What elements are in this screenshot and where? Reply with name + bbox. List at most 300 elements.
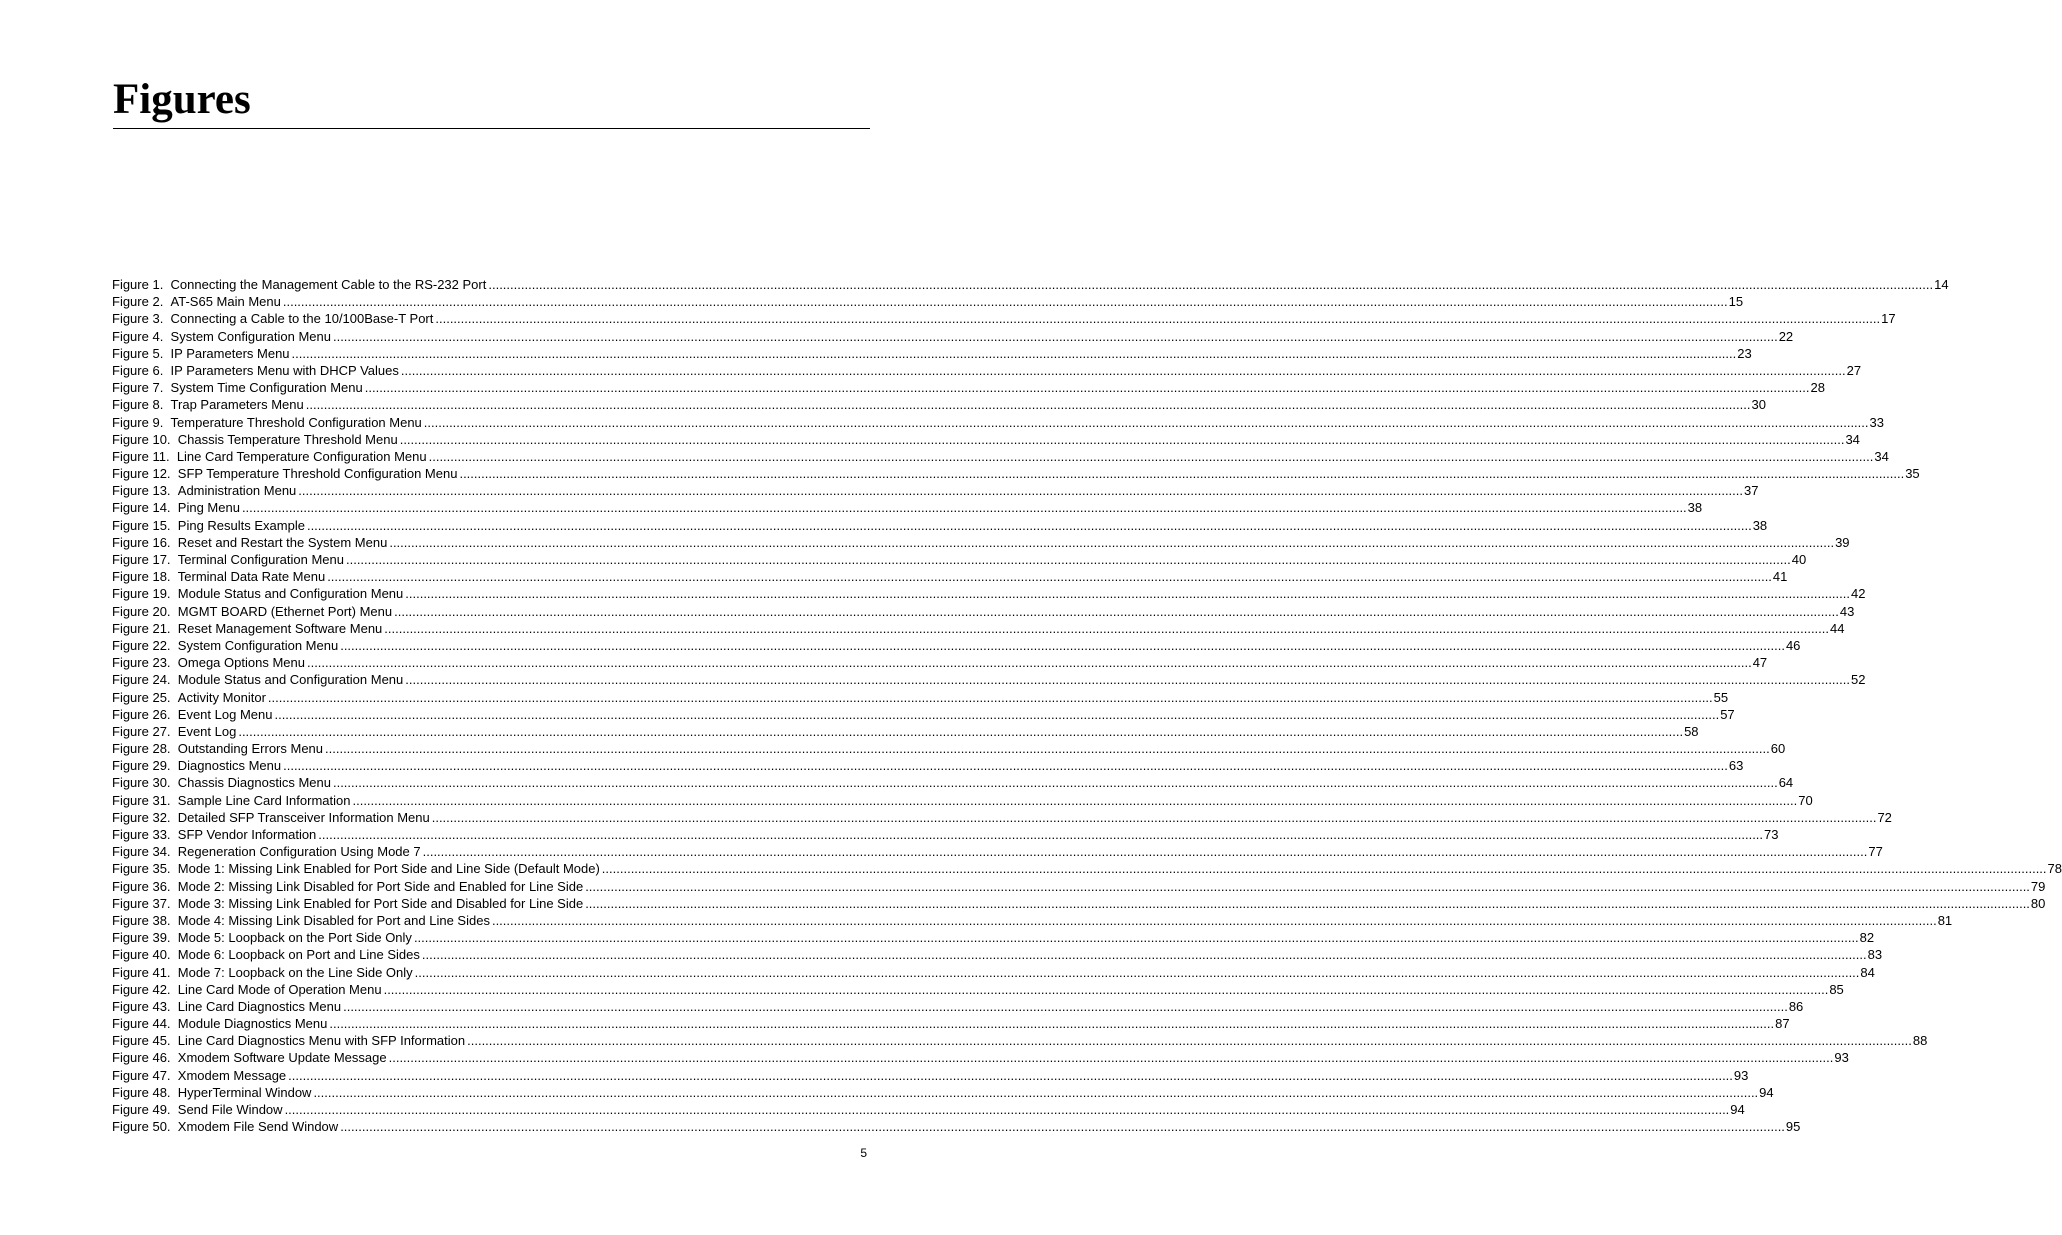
figure-title: System Configuration Menu xyxy=(177,637,339,653)
figure-number: Figure 45. xyxy=(112,1033,171,1049)
figure-number: Figure 48. xyxy=(112,1084,171,1100)
figure-number: Figure 50. xyxy=(112,1119,171,1135)
separator-space xyxy=(171,740,178,757)
figure-number: Figure 22. xyxy=(112,637,171,653)
figure-entry[interactable] xyxy=(112,276,1949,293)
figure-number: Figure 40. xyxy=(112,947,171,963)
dot-leader: ................................................................................................................................................................................................................................................................................................................................................................................................................ xyxy=(414,964,1860,980)
dot-leader: ................................................................................................................................................................................................................................................................................................................................................................................................................ xyxy=(267,689,1713,705)
figure-title: Reset and Restart the System Menu xyxy=(177,534,388,550)
figure-title: Line Card Diagnostics Menu with SFP Information xyxy=(177,1033,466,1049)
separator-space xyxy=(171,895,178,912)
figure-number: Figure 5. xyxy=(112,345,164,361)
dot-leader: ................................................................................................................................................................................................................................................................................................................................................................................................................ xyxy=(428,448,1874,464)
figure-number: Figure 10. xyxy=(112,431,171,447)
dot-leader: ................................................................................................................................................................................................................................................................................................................................................................................................................ xyxy=(585,895,2030,911)
figure-title: Chassis Temperature Threshold Menu xyxy=(177,431,398,447)
figure-page-number: 79 xyxy=(2030,878,2046,894)
dot-leader: ................................................................................................................................................................................................................................................................................................................................................................................................................ xyxy=(238,723,1684,739)
figure-page-number: 34 xyxy=(1845,431,1860,447)
figure-entry[interactable] xyxy=(112,912,1953,929)
figure-title: Ping Results Example xyxy=(177,517,305,533)
figure-number: Figure 26. xyxy=(112,706,171,722)
figure-page-number: 73 xyxy=(1764,827,1779,842)
separator-space xyxy=(171,654,178,671)
figure-number: Figure 4. xyxy=(112,328,164,344)
separator-space xyxy=(171,706,178,723)
figure-entry[interactable] xyxy=(112,310,1896,327)
figure-entry[interactable] xyxy=(112,1049,1849,1066)
figure-title: Event Log xyxy=(177,723,237,739)
separator-space xyxy=(163,396,170,413)
figure-title: Mode 4: Missing Link Disabled for Port and Line Sides xyxy=(177,912,490,928)
figure-entry[interactable] xyxy=(112,964,1875,981)
dot-leader: ................................................................................................................................................................................................................................................................................................................................................................................................................ xyxy=(422,844,1868,860)
figure-page-number: 57 xyxy=(1720,706,1735,722)
figure-title: HyperTerminal Window xyxy=(177,1084,312,1100)
figure-entry[interactable] xyxy=(112,878,2046,895)
separator-space xyxy=(163,362,170,379)
figure-number: Figure 42. xyxy=(112,981,171,997)
figure-entry[interactable] xyxy=(112,551,1807,568)
separator-space xyxy=(171,929,178,946)
figure-number: Figure 36. xyxy=(112,878,171,894)
figure-number: Figure 19. xyxy=(112,586,171,602)
separator-space xyxy=(171,517,178,534)
figure-page-number: 80 xyxy=(2030,895,2046,911)
separator-space xyxy=(171,671,178,688)
figure-entry[interactable] xyxy=(112,517,1768,534)
dot-leader: ................................................................................................................................................................................................................................................................................................................................................................................................................ xyxy=(364,380,1810,396)
figure-title: Diagnostics Menu xyxy=(177,758,282,774)
dot-leader: ................................................................................................................................................................................................................................................................................................................................................................................................................ xyxy=(343,998,1788,1014)
figure-number: Figure 20. xyxy=(112,603,171,619)
figure-page-number: 55 xyxy=(1713,689,1729,705)
figure-number: Figure 39. xyxy=(112,930,171,946)
figure-entry[interactable] xyxy=(112,568,1788,585)
figure-number: Figure 18. xyxy=(112,569,171,585)
figure-page-number: 47 xyxy=(1752,655,1768,671)
figure-title: Terminal Configuration Menu xyxy=(177,552,344,567)
figure-title: Activity Monitor xyxy=(177,689,266,705)
page-number: 5 xyxy=(860,1146,867,1160)
figure-title: System Configuration Menu xyxy=(170,328,331,344)
figure-title: Regeneration Configuration Using Mode 7 xyxy=(177,844,421,860)
separator-space xyxy=(171,946,178,963)
separator-space xyxy=(163,414,170,431)
figure-entry[interactable] xyxy=(112,603,1855,620)
figure-page-number: 38 xyxy=(1752,517,1768,533)
figure-title: Mode 1: Missing Link Enabled for Port Side and Line Side (Default Mode) xyxy=(177,861,600,877)
figure-page-number: 70 xyxy=(1798,792,1813,808)
figure-number: Figure 38. xyxy=(112,912,171,928)
figure-page-number: 35 xyxy=(1905,466,1920,482)
figure-title: IP Parameters Menu with DHCP Values xyxy=(170,362,399,378)
figure-title: MGMT BOARD (Ethernet Port) Menu xyxy=(177,603,393,619)
figure-entry[interactable] xyxy=(112,843,1883,860)
figure-entry[interactable] xyxy=(112,379,1825,396)
figure-entry[interactable] xyxy=(112,465,1920,482)
figure-page-number: 22 xyxy=(1778,328,1794,344)
dot-leader: ................................................................................................................................................................................................................................................................................................................................................................................................................ xyxy=(327,569,1772,585)
figure-title: SFP Vendor Information xyxy=(177,827,317,842)
figure-entry[interactable] xyxy=(112,998,1804,1015)
figure-entry[interactable] xyxy=(112,757,1744,774)
figure-number: Figure 35. xyxy=(112,861,171,877)
figure-number: Figure 12. xyxy=(112,466,171,482)
dot-leader: ................................................................................................................................................................................................................................................................................................................................................................................................................ xyxy=(488,277,1934,292)
figure-title: Mode 6: Loopback on Port and Line Sides xyxy=(177,947,420,963)
figure-page-number: 14 xyxy=(1934,277,1949,292)
dot-leader: ................................................................................................................................................................................................................................................................................................................................................................................................................ xyxy=(389,534,1835,550)
separator-space xyxy=(171,603,178,620)
figure-number: Figure 33. xyxy=(112,827,171,842)
dot-leader: ................................................................................................................................................................................................................................................................................................................................................................................................................ xyxy=(329,1016,1775,1032)
separator-space xyxy=(171,1101,178,1118)
figure-number: Figure 23. xyxy=(112,655,171,671)
figure-number: Figure 24. xyxy=(112,672,171,688)
figure-title: Omega Options Menu xyxy=(177,655,305,671)
dot-leader: ................................................................................................................................................................................................................................................................................................................................................................................................................ xyxy=(384,620,1830,636)
figure-entry[interactable] xyxy=(112,809,1892,826)
figure-title: Chassis Diagnostics Menu xyxy=(177,775,331,791)
figure-entry[interactable] xyxy=(112,792,1813,809)
figure-title: IP Parameters Menu xyxy=(170,345,290,361)
dot-leader: ................................................................................................................................................................................................................................................................................................................................................................................................................ xyxy=(283,758,1728,774)
figure-number: Figure 46. xyxy=(112,1050,171,1066)
figure-entry[interactable] xyxy=(112,328,1794,345)
figure-entry[interactable] xyxy=(112,826,1779,843)
dot-leader: ................................................................................................................................................................................................................................................................................................................................................................................................................ xyxy=(282,294,1728,310)
separator-space xyxy=(171,792,178,809)
figure-number: Figure 13. xyxy=(112,483,171,499)
separator-space xyxy=(171,689,178,706)
separator-space xyxy=(163,293,170,310)
page-title: Figures xyxy=(113,76,251,123)
figure-entry[interactable] xyxy=(112,1015,1790,1032)
dot-leader: ................................................................................................................................................................................................................................................................................................................................................................................................................ xyxy=(325,741,1770,757)
dot-leader: ................................................................................................................................................................................................................................................................................................................................................................................................................ xyxy=(305,397,1751,413)
dot-leader: ................................................................................................................................................................................................................................................................................................................................................................................................................ xyxy=(274,706,1720,722)
figure-entry[interactable] xyxy=(112,499,1703,516)
figure-number: Figure 1. xyxy=(112,277,164,292)
figure-entry[interactable] xyxy=(112,534,1850,551)
separator-space xyxy=(171,998,178,1015)
figure-page-number: 44 xyxy=(1830,620,1845,636)
figure-entry[interactable] xyxy=(112,1032,1928,1049)
figure-entry[interactable] xyxy=(112,431,1860,448)
dot-leader: ................................................................................................................................................................................................................................................................................................................................................................................................................ xyxy=(413,930,1859,946)
dot-leader: ................................................................................................................................................................................................................................................................................................................................................................................................................ xyxy=(394,603,1839,619)
figure-title: Trap Parameters Menu xyxy=(170,397,304,413)
figure-page-number: 41 xyxy=(1772,569,1788,585)
dot-leader: ................................................................................................................................................................................................................................................................................................................................................................................................................ xyxy=(313,1084,1759,1100)
figure-title: Mode 3: Missing Link Enabled for Port Side and Disabled for Line Side xyxy=(177,895,584,911)
figure-number: Figure 47. xyxy=(112,1067,171,1083)
figure-page-number: 82 xyxy=(1859,930,1875,946)
figure-page-number: 93 xyxy=(1733,1067,1749,1083)
separator-space xyxy=(171,637,178,654)
separator-space xyxy=(171,964,178,981)
figure-title: Line Card Temperature Configuration Menu xyxy=(176,448,427,464)
separator-space xyxy=(171,843,178,860)
figure-entry[interactable] xyxy=(112,345,1752,362)
dot-leader: ................................................................................................................................................................................................................................................................................................................................................................................................................ xyxy=(340,637,1785,653)
dot-leader: ................................................................................................................................................................................................................................................................................................................................................................................................................ xyxy=(423,414,1869,430)
figure-number: Figure 43. xyxy=(112,998,171,1014)
figure-title: Detailed SFP Transceiver Information Menu xyxy=(177,809,430,825)
figure-page-number: 58 xyxy=(1684,723,1699,739)
figure-entry[interactable] xyxy=(112,362,1862,379)
figure-title: System Time Configuration Menu xyxy=(170,380,363,396)
figure-title: Xmodem Software Update Message xyxy=(177,1050,387,1066)
separator-space xyxy=(171,1015,178,1032)
figure-entry[interactable] xyxy=(112,981,1844,998)
separator-space xyxy=(163,276,170,293)
figure-entry[interactable] xyxy=(112,482,1759,499)
separator-space xyxy=(171,826,178,843)
figure-entry[interactable] xyxy=(112,671,1866,688)
figure-entry[interactable] xyxy=(112,774,1794,791)
figure-number: Figure 29. xyxy=(112,758,171,774)
dot-leader: ................................................................................................................................................................................................................................................................................................................................................................................................................ xyxy=(431,809,1877,825)
figure-title: Line Card Mode of Operation Menu xyxy=(177,981,382,997)
figure-title: Sample Line Card Information xyxy=(177,792,351,808)
figure-title: Module Status and Configuration Menu xyxy=(177,672,404,688)
dot-leader: ................................................................................................................................................................................................................................................................................................................................................................................................................ xyxy=(400,362,1846,378)
separator-space xyxy=(171,534,178,551)
figure-entry[interactable] xyxy=(112,293,1744,310)
figure-entry[interactable] xyxy=(112,654,1768,671)
figure-number: Figure 15. xyxy=(112,517,171,533)
figure-page-number: 81 xyxy=(1937,912,1953,928)
figure-number: Figure 7. xyxy=(112,380,164,396)
figure-title: Mode 7: Loopback on the Line Side Only xyxy=(177,964,413,980)
figure-number: Figure 2. xyxy=(112,294,164,310)
separator-space xyxy=(171,878,178,895)
figure-number: Figure 3. xyxy=(112,311,164,327)
figure-page-number: 85 xyxy=(1829,981,1844,997)
figure-title: Reset Management Software Menu xyxy=(177,620,383,636)
figure-page-number: 77 xyxy=(1868,844,1883,860)
dot-leader: ................................................................................................................................................................................................................................................................................................................................................................................................................ xyxy=(332,775,1778,791)
separator-space xyxy=(163,379,170,396)
figure-page-number: 38 xyxy=(1687,500,1703,516)
dot-leader: ................................................................................................................................................................................................................................................................................................................................................................................................................ xyxy=(241,500,1687,516)
figure-entry[interactable] xyxy=(112,1084,1774,1101)
figure-number: Figure 21. xyxy=(112,620,171,636)
separator-space xyxy=(163,310,170,327)
figure-page-number: 72 xyxy=(1877,809,1892,825)
separator-space xyxy=(171,860,178,877)
dot-leader: ................................................................................................................................................................................................................................................................................................................................................................................................................ xyxy=(585,878,2030,894)
figure-title: Module Diagnostics Menu xyxy=(177,1016,328,1032)
figure-page-number: 23 xyxy=(1737,345,1752,361)
figure-entry[interactable] xyxy=(112,1101,1745,1118)
figure-page-number: 27 xyxy=(1846,362,1862,378)
dot-leader: ................................................................................................................................................................................................................................................................................................................................................................................................................ xyxy=(306,517,1752,533)
dot-leader: ................................................................................................................................................................................................................................................................................................................................................................................................................ xyxy=(421,947,1867,963)
separator-space xyxy=(171,723,178,740)
figure-entry[interactable] xyxy=(112,1067,1749,1084)
figure-number: Figure 28. xyxy=(112,741,171,757)
figure-number: Figure 31. xyxy=(112,792,171,808)
figure-entry[interactable] xyxy=(112,585,1866,602)
figure-page-number: 39 xyxy=(1835,534,1850,550)
figure-title: AT-S65 Main Menu xyxy=(170,294,281,310)
dot-leader: ................................................................................................................................................................................................................................................................................................................................................................................................................ xyxy=(291,345,1737,361)
separator-space xyxy=(171,482,178,499)
figure-entry[interactable] xyxy=(112,860,2062,877)
figure-title: Administration Menu xyxy=(177,483,297,499)
dot-leader: ................................................................................................................................................................................................................................................................................................................................................................................................................ xyxy=(318,827,1764,842)
figure-list xyxy=(112,276,2062,1135)
figure-entry[interactable] xyxy=(112,895,2046,912)
figure-page-number: 64 xyxy=(1778,775,1794,791)
separator-space xyxy=(171,499,178,516)
dot-leader: ................................................................................................................................................................................................................................................................................................................................................................................................................ xyxy=(340,1119,1785,1135)
separator-space xyxy=(163,345,170,362)
separator-space xyxy=(163,328,170,345)
dot-leader: ................................................................................................................................................................................................................................................................................................................................................................................................................ xyxy=(383,981,1829,997)
separator-space xyxy=(171,1118,178,1135)
figure-entry[interactable] xyxy=(112,448,1889,465)
separator-space xyxy=(171,465,178,482)
figure-entry[interactable] xyxy=(112,723,1699,740)
dot-leader: ................................................................................................................................................................................................................................................................................................................................................................................................................ xyxy=(284,1102,1730,1117)
figure-title: Mode 5: Loopback on the Port Side Only xyxy=(177,930,412,946)
figure-entry[interactable] xyxy=(112,689,1729,706)
separator-space xyxy=(171,1049,178,1066)
figure-title: Outstanding Errors Menu xyxy=(177,741,324,757)
figure-number: Figure 30. xyxy=(112,775,171,791)
dot-leader: ................................................................................................................................................................................................................................................................................................................................................................................................................ xyxy=(467,1033,1912,1049)
dot-leader: ................................................................................................................................................................................................................................................................................................................................................................................................................ xyxy=(601,861,2047,877)
figure-page-number: 52 xyxy=(1851,672,1866,688)
figure-number: Figure 14. xyxy=(112,500,171,516)
figure-number: Figure 32. xyxy=(112,809,171,825)
figure-page-number: 37 xyxy=(1744,483,1759,499)
figure-number: Figure 41. xyxy=(112,964,171,980)
figure-title: Connecting the Management Cable to the RS-232 Port xyxy=(170,277,487,292)
figure-title: Temperature Threshold Configuration Menu xyxy=(170,414,422,430)
dot-leader: ................................................................................................................................................................................................................................................................................................................................................................................................................ xyxy=(332,328,1778,344)
dot-leader: ................................................................................................................................................................................................................................................................................................................................................................................................................ xyxy=(491,912,1937,928)
dot-leader: ................................................................................................................................................................................................................................................................................................................................................................................................................ xyxy=(399,431,1845,447)
separator-space xyxy=(171,774,178,791)
dot-leader: ................................................................................................................................................................................................................................................................................................................................................................................................................ xyxy=(352,792,1798,808)
figure-title: Connecting a Cable to the 10/100Base-T Port xyxy=(170,311,434,327)
dot-leader: ................................................................................................................................................................................................................................................................................................................................................................................................................ xyxy=(298,483,1744,499)
separator-space xyxy=(171,568,178,585)
figure-page-number: 87 xyxy=(1775,1016,1790,1032)
figure-page-number: 84 xyxy=(1860,964,1875,980)
dot-leader: ................................................................................................................................................................................................................................................................................................................................................................................................................ xyxy=(288,1067,1733,1083)
figure-entry[interactable] xyxy=(112,946,1883,963)
figure-page-number: 33 xyxy=(1869,414,1884,430)
separator-space xyxy=(171,1032,178,1049)
figure-page-number: 34 xyxy=(1874,448,1889,464)
figure-page-number: 93 xyxy=(1834,1050,1849,1066)
figure-entry[interactable] xyxy=(112,706,1735,723)
dot-leader: ................................................................................................................................................................................................................................................................................................................................................................................................................ xyxy=(345,552,1791,567)
figure-page-number: 60 xyxy=(1770,741,1786,757)
figure-page-number: 63 xyxy=(1728,758,1744,774)
figure-number: Figure 34. xyxy=(112,844,171,860)
figure-title: Line Card Diagnostics Menu xyxy=(177,998,342,1014)
figure-page-number: 78 xyxy=(2047,861,2062,877)
figure-entry[interactable] xyxy=(112,414,1884,431)
dot-leader: ................................................................................................................................................................................................................................................................................................................................................................................................................ xyxy=(405,586,1850,602)
figure-page-number: 28 xyxy=(1810,380,1825,396)
separator-space xyxy=(171,1067,178,1084)
figure-number: Figure 16. xyxy=(112,534,171,550)
figure-page-number: 42 xyxy=(1851,586,1866,602)
dot-leader: ................................................................................................................................................................................................................................................................................................................................................................................................................ xyxy=(306,655,1752,671)
figure-title: Xmodem File Send Window xyxy=(177,1119,339,1135)
figure-page-number: 95 xyxy=(1785,1119,1801,1135)
separator-space xyxy=(171,1084,178,1101)
figure-number: Figure 9. xyxy=(112,414,164,430)
separator-space xyxy=(171,809,178,826)
figure-entry[interactable] xyxy=(112,929,1875,946)
figure-page-number: 88 xyxy=(1912,1033,1928,1049)
figure-entry[interactable] xyxy=(112,1118,1801,1135)
figure-page-number: 86 xyxy=(1788,998,1804,1014)
dot-leader: ................................................................................................................................................................................................................................................................................................................................................................................................................ xyxy=(388,1050,1834,1066)
separator-space xyxy=(171,912,178,929)
figure-page-number: 94 xyxy=(1759,1084,1774,1100)
figure-title: Ping Menu xyxy=(177,500,240,516)
figure-entry[interactable] xyxy=(112,620,1845,637)
figure-page-number: 46 xyxy=(1785,637,1801,653)
figure-title: Mode 2: Missing Link Disabled for Port Side and Enabled for Line Side xyxy=(177,878,584,894)
separator-space xyxy=(171,981,178,998)
figure-page-number: 83 xyxy=(1867,947,1883,963)
figure-number: Figure 8. xyxy=(112,397,164,413)
figure-title: Send File Window xyxy=(177,1102,283,1117)
separator-space xyxy=(170,448,177,465)
dot-leader: ................................................................................................................................................................................................................................................................................................................................................................................................................ xyxy=(435,311,1881,327)
separator-space xyxy=(171,551,178,568)
figure-number: Figure 17. xyxy=(112,552,171,567)
figure-entry[interactable] xyxy=(112,396,1766,413)
title-rule xyxy=(113,128,870,129)
figure-title: Event Log Menu xyxy=(177,706,273,722)
dot-leader: ................................................................................................................................................................................................................................................................................................................................................................................................................ xyxy=(405,672,1850,688)
figure-page-number: 40 xyxy=(1791,552,1807,567)
separator-space xyxy=(171,431,178,448)
figure-number: Figure 37. xyxy=(112,895,171,911)
figure-entry[interactable] xyxy=(112,637,1801,654)
dot-leader: ................................................................................................................................................................................................................................................................................................................................................................................................................ xyxy=(459,466,1905,482)
figure-title: Terminal Data Rate Menu xyxy=(177,569,326,585)
figure-entry[interactable] xyxy=(112,740,1786,757)
figure-number: Figure 11. xyxy=(112,448,170,464)
figure-number: Figure 27. xyxy=(112,723,171,739)
figure-page-number: 15 xyxy=(1728,294,1744,310)
figure-page-number: 17 xyxy=(1881,311,1896,327)
figure-title: SFP Temperature Threshold Configuration Menu xyxy=(177,466,458,482)
figure-title: Module Status and Configuration Menu xyxy=(177,586,404,602)
separator-space xyxy=(171,620,178,637)
figure-page-number: 94 xyxy=(1730,1102,1745,1117)
separator-space xyxy=(171,585,178,602)
figure-page-number: 30 xyxy=(1751,397,1766,413)
figure-title: Xmodem Message xyxy=(177,1067,287,1083)
figure-number: Figure 6. xyxy=(112,362,164,378)
figure-number: Figure 25. xyxy=(112,689,171,705)
